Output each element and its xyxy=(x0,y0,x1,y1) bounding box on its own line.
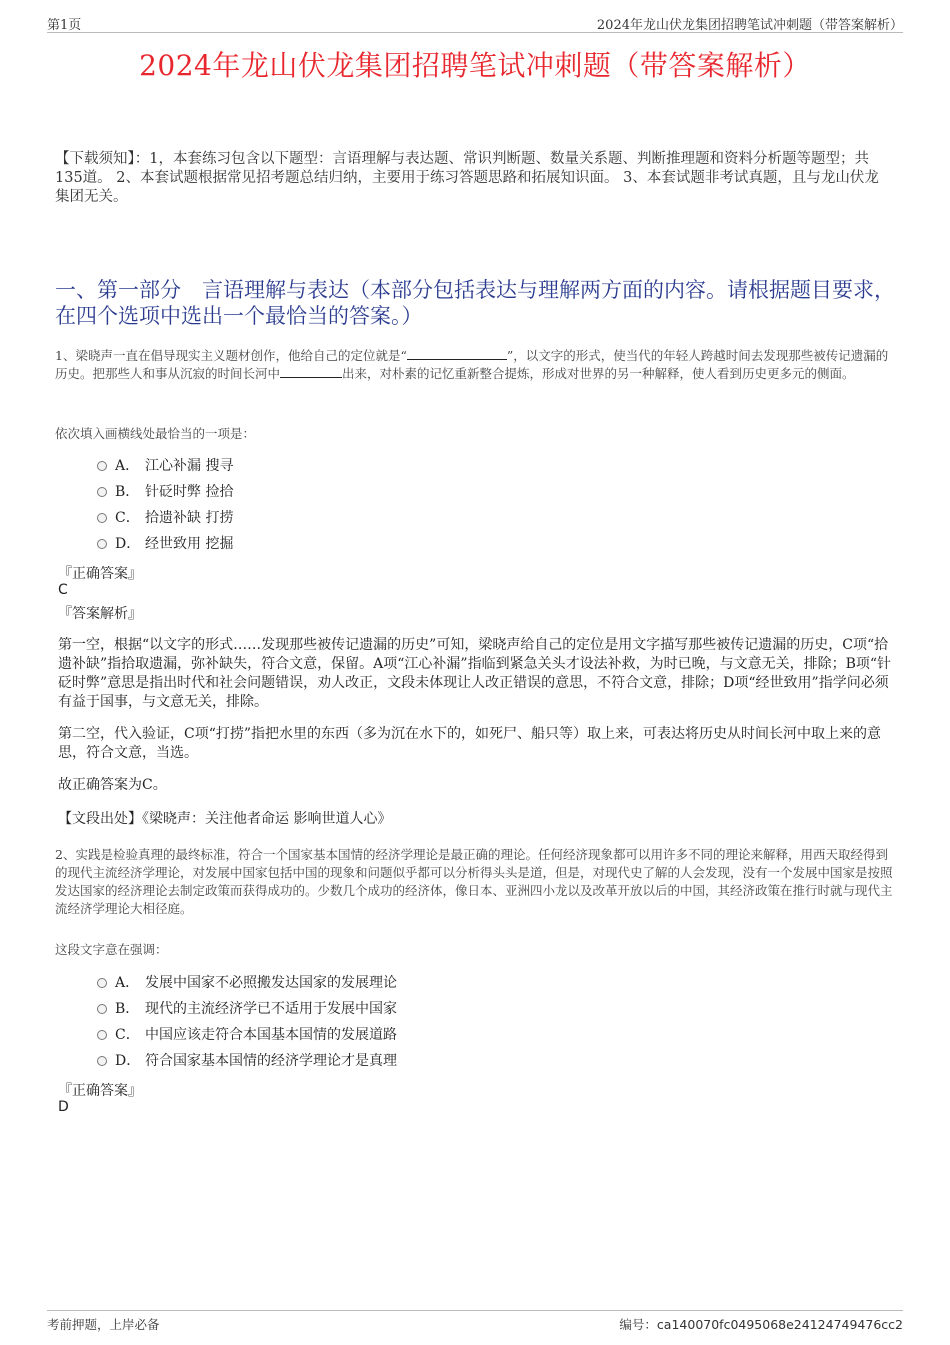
option-a[interactable]: A． 江心补漏 搜寻 xyxy=(97,452,233,478)
footer-slogan: 考前押题，上岸必备 xyxy=(47,1317,160,1332)
option-d[interactable]: D． 符合国家基本国情的经济学理论才是真理 xyxy=(97,1047,397,1073)
page-footer xyxy=(47,1310,903,1333)
option-c[interactable]: C． 中国应该走符合本国基本国情的发展道路 xyxy=(97,1021,397,1047)
question-2-options xyxy=(97,969,397,1073)
answer-label: 『正确答案』 xyxy=(58,566,142,582)
analysis-conclusion: 故正确答案为C。 xyxy=(58,777,167,793)
question-2-prompt: 这段文字意在强调： xyxy=(55,942,168,957)
radio-icon[interactable] xyxy=(97,1004,107,1014)
footer-code: 编号：ca140070fc0495068e24124749476cc2 xyxy=(619,1317,903,1332)
section-title: 一、第一部分 言语理解与表达（本部分包括表达与理解两方面的内容。请根据题目要求，在四个选项中选出一个最恰当的答案。） xyxy=(55,278,895,328)
option-c[interactable]: C． 拾遗补缺 打捞 xyxy=(97,504,233,530)
radio-icon[interactable] xyxy=(97,1056,107,1066)
radio-icon[interactable] xyxy=(97,487,107,497)
radio-icon[interactable] xyxy=(97,539,107,549)
document-title: 2024年龙山伏龙集团招聘笔试冲刺题（带答案解析） xyxy=(139,49,811,82)
option-d[interactable]: D． 经世致用 挖掘 xyxy=(97,530,233,556)
blank-1 xyxy=(407,347,507,360)
answer-value: D xyxy=(58,1099,69,1115)
option-a[interactable]: A． 发展中国家不必照搬发达国家的发展理论 xyxy=(97,969,397,995)
answer-value: C xyxy=(58,582,68,598)
source-citation: 【文段出处】《梁晓声：关注他者命运 影响世道人心》 xyxy=(58,811,392,827)
question-1-text: 1、梁晓声一直在倡导现实主义题材创作，他给自己的定位就是“ ”，以文字的形式，使当代的年轻人跨越时间去发现那些被传记遗漏的历史。把那些人和事从沉寂的时间长河中 出来，对朴素的记忆重新整合提炼，形成对世界的另一种解释，使人看到历史更多元的侧面。 xyxy=(55,348,889,381)
question-1-options xyxy=(97,452,233,556)
analysis-paragraph-1: 第一空，根据“以文字的形式……发现那些被传记遗漏的历史”可知，梁晓声给自己的定位是用文字描写那些被传记遗漏的历史，C项“拾遗补缺”指拾取遗漏，弥补缺失，符合文意，保留。A项“江心补漏”指临到紧急关头才设法补救，为时已晚，与文意无关，排除；B项“针砭时弊”意思是指出时代和社会问题错误，劝人改正，文段未体现让人改正错误的意思，不符合文意，排除；D项“经世致用”指学问必须有益于国事，与文意无关，排除。 xyxy=(58,637,892,710)
option-b[interactable]: B． 现代的主流经济学已不适用于发展中国家 xyxy=(97,995,397,1021)
blank-2 xyxy=(280,365,342,378)
radio-icon[interactable] xyxy=(97,513,107,523)
page-number: 第1页 xyxy=(47,18,82,33)
question-2-text: 2、实践是检验真理的最终标准，符合一个国家基本国情的经济学理论是最正确的理论。任何经济现象都可以用许多不同的理论来解释，用西天取经得到的现代主流经济学理论，对发展中国家包括中国的现象和问题似乎都可以分析得头头是道，但是，对现代史了解的人会发现，没有一个发展中国家是按照发达国家的经济理论去制定政策而获得成功的。少数几个成功的经济体，像日本、亚洲四小龙以及改革开放以后的中国，其经济政策在推行时就与现代主流经济学理论大相径庭。 xyxy=(55,847,893,916)
page-header xyxy=(47,14,903,33)
question-1-prompt: 依次填入画横线处最恰当的一项是： xyxy=(55,426,256,441)
radio-icon[interactable] xyxy=(97,461,107,471)
analysis-label: 『答案解析』 xyxy=(58,606,142,622)
download-notice: 【下载须知】：1，本套练习包含以下题型：言语理解与表达题、常识判断题、数量关系题、判断推理题和资料分析题等题型；共135道。 2、本套试题根据常见招考题总结归纳，主要用于练习答题思路和拓展知识面。 3、本套试题非考试真题，且与龙山伏龙集团无关。 xyxy=(55,151,879,205)
analysis-paragraph-2: 第二空，代入验证，C项“打捞”指把水里的东西（多为沉在水下的，如死尸、船只等）取上来，可表达将历史从时间长河中取上来的意思，符合文意，当选。 xyxy=(58,726,882,761)
radio-icon[interactable] xyxy=(97,978,107,988)
answer-label: 『正确答案』 xyxy=(58,1083,142,1099)
header-doc-name: 2024年龙山伏龙集团招聘笔试冲刺题（带答案解析） xyxy=(596,18,903,33)
radio-icon[interactable] xyxy=(97,1030,107,1040)
option-b[interactable]: B． 针砭时弊 捡拾 xyxy=(97,478,233,504)
